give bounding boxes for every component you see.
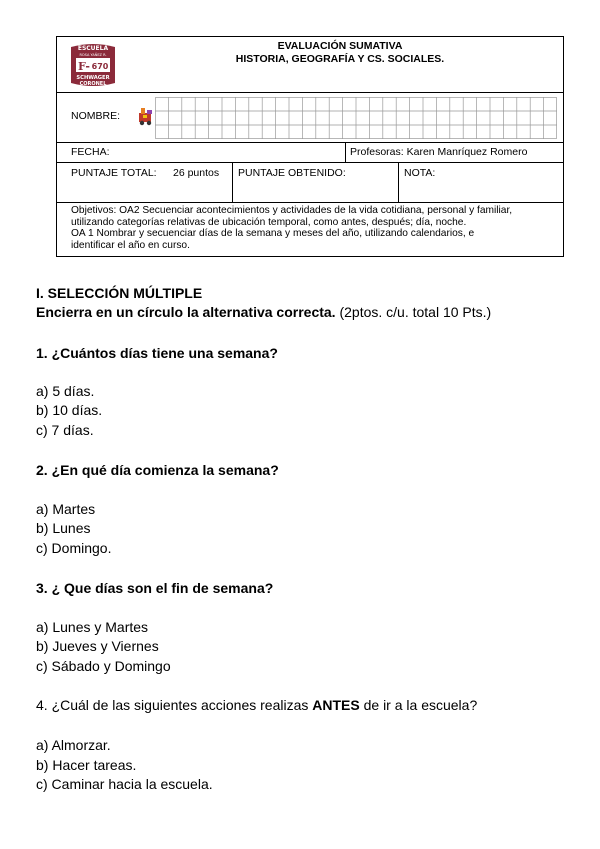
objective-line: utilizando categorías relativas de ubicación temporal, como antes, después; día, noche. <box>71 216 467 228</box>
score-row <box>57 163 563 203</box>
q4-bold: ANTES <box>312 697 360 713</box>
question-1: 1. ¿Cuántos días tiene una semana? <box>36 345 278 361</box>
objectives-text <box>71 205 553 251</box>
profesoras-label: Profesoras: Karen Manríquez Romero <box>350 146 528 158</box>
objectives-row <box>57 203 563 256</box>
puntaje-total-label: PUNTAJE TOTAL: <box>71 167 157 179</box>
header-title-row <box>57 37 563 93</box>
puntaje-total-value: 26 puntos <box>173 167 220 179</box>
nota-label: NOTA: <box>404 167 436 179</box>
logo-sub-text: ROSA YAÑEZ R. <box>79 53 107 57</box>
option-2a[interactable]: a) Martes <box>36 501 96 517</box>
objective-line: Objetivos: OA2 Secuenciar acontecimientos y actividades de la vida cotidiana, personal y familiar, <box>71 205 513 216</box>
q4-pre: 4. ¿Cuál de las siguientes acciones realizas <box>36 697 313 713</box>
question-4 <box>36 697 477 713</box>
q4-post: de ir a la escuela? <box>359 697 478 713</box>
exam-subject: HISTORIA, GEOGRAFÍA Y CS. SOCIALES. <box>235 53 445 65</box>
objective-line: identificar el año en curso. <box>71 239 190 251</box>
question-2: 2. ¿En qué día comienza la semana? <box>36 462 279 478</box>
fecha-label: FECHA: <box>71 146 110 158</box>
logo-code-letter: F- <box>78 60 90 73</box>
option-4c[interactable]: c) Caminar hacia la escuela. <box>36 776 213 792</box>
logo-bottom-text1: SCHWAGER <box>76 75 110 81</box>
logo-top-text: ESCUELA <box>77 45 109 52</box>
section-instruction <box>36 304 491 320</box>
nombre-label: NOMBRE: <box>71 110 121 122</box>
option-4b[interactable]: b) Hacer tareas. <box>36 757 137 773</box>
logo-bottom-text2: CORONEL <box>79 81 107 87</box>
instruction-points: (2ptos. c/u. total 10 Pts.) <box>335 304 492 320</box>
section-title: I. SELECCIÓN MÚLTIPLE <box>36 285 203 301</box>
option-3a[interactable]: a) Lunes y Martes <box>36 619 149 635</box>
logo-code-number: 670 <box>91 62 109 71</box>
option-4a[interactable]: a) Almorzar. <box>36 737 111 753</box>
name-row <box>57 93 563 143</box>
puntaje-obtenido-label: PUNTAJE OBTENIDO: <box>238 167 346 179</box>
instruction-bold: Encierra en un círculo la alternativa correcta. <box>36 304 336 320</box>
option-1a[interactable]: a) 5 días. <box>36 383 95 399</box>
option-2c[interactable]: c) Domingo. <box>36 540 112 556</box>
exam-title: EVALUACIÓN SUMATIVA <box>277 40 403 52</box>
option-1b[interactable]: b) 10 días. <box>36 402 103 418</box>
train-icon <box>137 105 155 127</box>
question-3: 3. ¿ Que días son el fin de semana? <box>36 580 274 596</box>
option-1c[interactable]: c) 7 días. <box>36 422 94 438</box>
option-2b[interactable]: b) Lunes <box>36 520 91 536</box>
option-3b[interactable]: b) Jueves y Viernes <box>36 638 159 654</box>
objective-line: OA 1 Nombrar y secuenciar días de la semana y meses del año, utilizando calendarios, e <box>71 228 475 240</box>
header-table <box>56 36 564 257</box>
option-3c[interactable]: c) Sábado y Domingo <box>36 658 171 674</box>
name-grid[interactable] <box>155 97 557 139</box>
date-row <box>57 143 563 163</box>
